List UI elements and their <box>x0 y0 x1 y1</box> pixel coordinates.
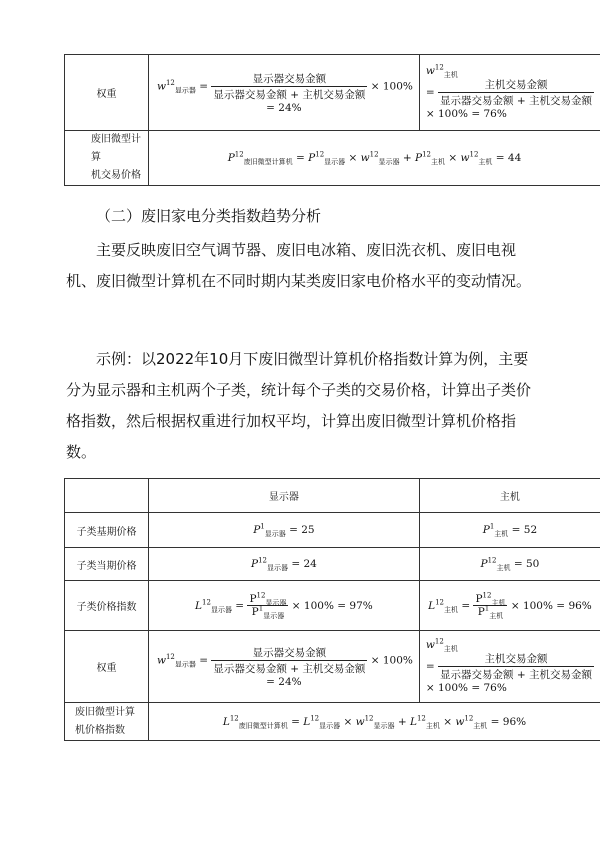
weight-display-formula-2: $w^{12}_{显示器}$ = $\frac{\text{显示器交易金额}}{\text{显示器交易金额 + 主机交易金额}}$ × 100% = 24% <box>148 631 419 703</box>
col-header-display: 显示器 <box>148 479 419 513</box>
paragraph-example: 示例：以2022年10月下废旧微型计算机价格指数计算为例，主要分为显示器和主机两个子类，统计每个子类的交易价格，计算出子类价格指数，然后根据权重进行加权平均，计算出废旧微型计算机价格指数。 <box>66 350 532 461</box>
row-label-base-price: 子类基期价格 <box>65 513 149 548</box>
current-price-host: $P^{12}_{主机} = 50$ <box>419 548 600 581</box>
row-label-price-index: 子类价格指数 <box>65 581 149 631</box>
col-header-host: 主机 <box>419 479 600 513</box>
corner-cell <box>65 479 149 513</box>
current-price-display: $P^{12}_{显示器} = 24$ <box>148 548 419 581</box>
micro-index-formula: $L^{12}_{废旧微型计算机} = L^{12}_{显示器} \times w^{12}_{显示器} + L^{12}_{主机} \times w^{12}_{主机} = 96\%$ <box>148 703 600 741</box>
base-price-host: $P^1_{主机} = 52$ <box>419 513 600 548</box>
row-label-micro-index: 废旧微型计算 机价格指数 <box>65 703 149 741</box>
section-heading: （二）废旧家电分类指数趋势分析 <box>96 207 322 225</box>
transaction-price-label: 废旧微型计算 机交易价格 <box>65 131 149 186</box>
row-label-current-price: 子类当期价格 <box>65 548 149 581</box>
row-label-weight: 权重 <box>65 631 149 703</box>
price-table-top <box>64 54 600 186</box>
price-index-display: $L^{12}_{显示器}$ = $\frac{P^{12}_{显示器}}{P^1_{显示器}}$ × 100% = 97% <box>148 581 419 631</box>
weight-display-formula: $w^{12}_{显示器}$ = $\frac{\text{显示器交易金额}}{\text{显示器交易金额 + 主机交易金额}}$ × 100% = 24% <box>148 55 419 131</box>
price-index-table <box>64 478 600 741</box>
base-price-display: $P^1_{显示器} = 25$ <box>148 513 419 548</box>
weight-host-formula-2: $w^{12}_{主机}$ = $\frac{\text{主机交易金额}}{\text{显示器交易金额 + 主机交易金额}}$ × 100% = 76% <box>419 631 600 703</box>
weight-host-formula: $w^{12}_{主机}$ = $\frac{\text{主机交易金额}}{\text{显示器交易金额 + 主机交易金额}}$ × 100% = 76% <box>419 55 600 131</box>
weight-label: 权重 <box>65 55 149 131</box>
paragraph-description: 主要反映废旧空气调节器、废旧电冰箱、废旧洗衣机、废旧电视机、废旧微型计算机在不同时期内某类废旧家电价格水平的变动情况。 <box>66 241 532 290</box>
price-index-host: $L^{12}_{主机}$ = $\frac{P^{12}_{主机}}{P^1_{主机}}$ × 100% = 96% <box>419 581 600 631</box>
transaction-price-formula: $P^{12}_{废旧微型计算机} = P^{12}_{显示器} \times w^{12}_{显示器} + P^{12}_{主机} \times w^{12}_{主机} = 44$ <box>148 131 600 186</box>
